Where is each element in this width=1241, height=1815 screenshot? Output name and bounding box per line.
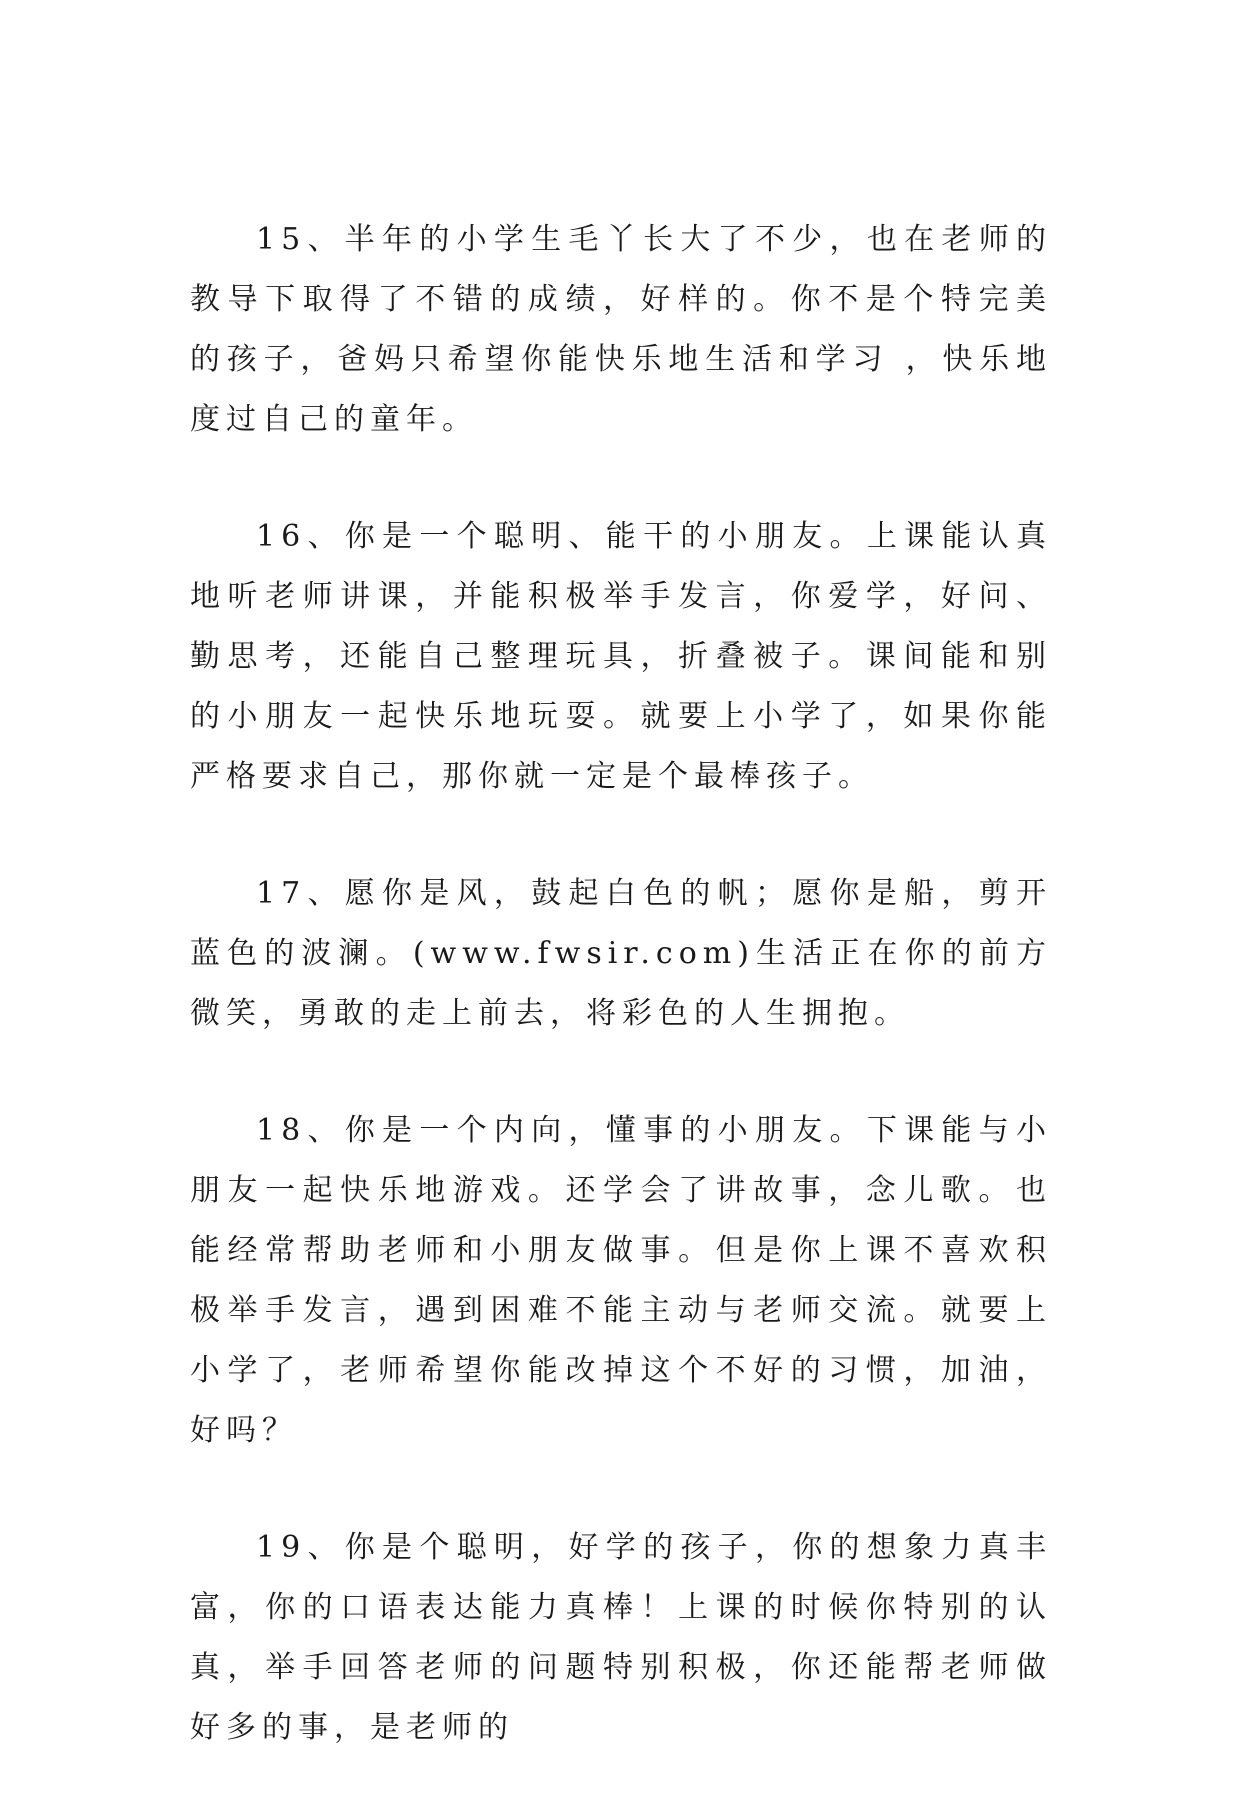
paragraph-15: 15、半年的小学生毛丫长大了不少，也在老师的教导下取得了不错的成绩，好样的。你不是个特完美的孩子，爸妈只希望你能快乐地生活和学习 ，快乐地度过自己的童年。 [190,222,1052,437]
paragraph-16: 16、你是一个聪明、能干的小朋友。上课能认真地听老师讲课，并能积极举手发言，你爱学，好问、勤思考，还能自己整理玩具，折叠被子。课间能和别的小朋友一起快乐地玩耍。就要上小学了，如果你能严格要求自己，那你就一定是个最棒孩子。 [190,519,1052,794]
paragraph-17: 17、愿你是风，鼓起白色的帆；愿你是船，剪开蓝色的波澜。(www.fwsir.com)生活正在你的前方微笑，勇敢的走上前去，将彩色的人生拥抱。 [190,876,1052,1031]
paragraph-18: 18、你是一个内向，懂事的小朋友。下课能与小朋友一起快乐地游戏。还学会了讲故事，念儿歌。也能经常帮助老师和小朋友做事。但是你上课不喜欢积极举手发言，遇到困难不能主动与老师交流。就要上小学了，老师希望你能改掉这个不好的习惯，加油，好吗？ [190,1113,1052,1448]
document-body [190,210,1052,1815]
paragraph-19: 19、你是个聪明，好学的孩子，你的想象力真丰富，你的口语表达能力真棒！上课的时候你特别的认真，举手回答老师的问题特别积极，你还能帮老师做好多的事，是老师的 [190,1530,1052,1745]
